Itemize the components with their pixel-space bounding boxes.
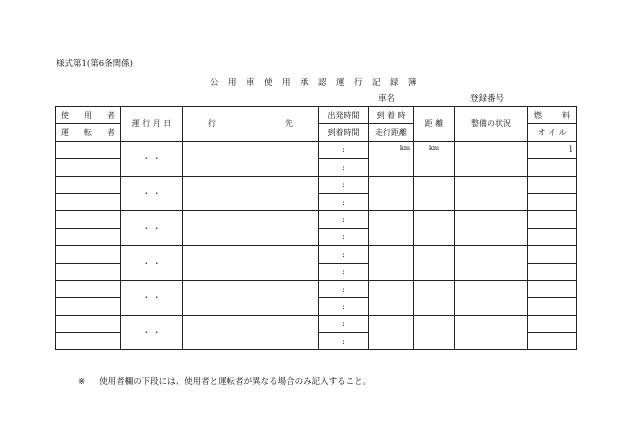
distance-travelled-header: 走行距離 — [369, 124, 414, 141]
destination-cell[interactable] — [183, 211, 319, 246]
driver-cell[interactable] — [56, 263, 121, 280]
arrival-time-cell[interactable]: : — [319, 159, 369, 176]
driver-cell[interactable] — [56, 333, 121, 350]
odometer-cell[interactable] — [369, 246, 414, 281]
km-unit-label: km — [428, 143, 440, 152]
departure-time-cell[interactable]: : — [319, 141, 369, 158]
odometer-cell[interactable] — [369, 141, 414, 176]
log-entry-row — [56, 141, 577, 158]
departure-time-cell[interactable]: : — [319, 176, 369, 193]
vehicle-log-table — [55, 106, 577, 350]
footnote-text: 使用者欄の下段には、使用者と運転者が異なる場合のみ記入すること。 — [99, 377, 372, 387]
oil-cell[interactable] — [528, 298, 577, 315]
form-code: 様式第1(第6条関係) — [56, 59, 133, 69]
departure-time-cell[interactable]: : — [319, 246, 369, 263]
log-entry-row — [56, 280, 577, 297]
user-cell[interactable] — [56, 315, 121, 332]
oil-cell[interactable] — [528, 159, 577, 176]
fuel-cell[interactable] — [528, 176, 577, 193]
arrival-meter-header: 到 着 時 — [369, 107, 414, 124]
date-cell[interactable]: ・ ・ — [121, 315, 183, 350]
driver-cell[interactable] — [56, 228, 121, 245]
destination-cell[interactable] — [183, 280, 319, 315]
destination-cell[interactable] — [183, 246, 319, 281]
footnote — [78, 375, 371, 387]
departure-time-cell[interactable]: : — [319, 280, 369, 297]
date-cell[interactable]: ・ ・ — [121, 280, 183, 315]
fuel-cell[interactable] — [528, 280, 577, 297]
arrival-time-header: 到着時間 — [319, 124, 369, 141]
driver-cell[interactable] — [56, 193, 121, 210]
maintenance-cell[interactable] — [455, 315, 528, 350]
registration-number-label: 登録番号 — [470, 94, 505, 104]
maintenance-cell[interactable] — [455, 141, 528, 176]
departure-time-cell[interactable]: : — [319, 211, 369, 228]
oil-cell[interactable] — [528, 228, 577, 245]
destination-cell[interactable] — [183, 141, 319, 176]
arrival-time-cell[interactable]: : — [319, 263, 369, 280]
odometer-cell[interactable] — [369, 280, 414, 315]
distance-header: 距 離 — [414, 107, 455, 142]
distance-cell[interactable] — [414, 211, 455, 246]
user-cell[interactable] — [56, 211, 121, 228]
distance-cell[interactable] — [414, 280, 455, 315]
departure-time-cell[interactable]: : — [319, 315, 369, 332]
arrival-time-cell[interactable]: : — [319, 193, 369, 210]
user-cell[interactable] — [56, 246, 121, 263]
date-cell[interactable]: ・ ・ — [121, 211, 183, 246]
distance-cell[interactable] — [414, 246, 455, 281]
maintenance-cell[interactable] — [455, 246, 528, 281]
arrival-time-cell[interactable]: : — [319, 333, 369, 350]
distance-cell[interactable] — [414, 176, 455, 211]
driver-header: 運 転 者 — [56, 124, 121, 141]
log-entry-row — [56, 315, 577, 332]
date-cell[interactable]: ・ ・ — [121, 176, 183, 211]
destination-cell[interactable] — [183, 176, 319, 211]
liter-unit-label: l — [569, 144, 572, 154]
maintenance-cell[interactable] — [455, 176, 528, 211]
fuel-cell[interactable] — [528, 141, 577, 158]
log-entry-row — [56, 211, 577, 228]
oil-cell[interactable] — [528, 333, 577, 350]
date-cell[interactable]: ・ ・ — [121, 141, 183, 176]
maintenance-cell[interactable] — [455, 211, 528, 246]
odometer-cell[interactable] — [369, 176, 414, 211]
arrival-time-cell[interactable]: : — [319, 228, 369, 245]
driver-cell[interactable] — [56, 159, 121, 176]
user-cell[interactable] — [56, 176, 121, 193]
header-row-1 — [56, 107, 577, 124]
footnote-mark: ※ — [78, 377, 86, 387]
vehicle-name-label: 車名 — [378, 94, 396, 104]
fuel-header: 燃 料 — [528, 107, 577, 124]
maintenance-cell[interactable] — [455, 280, 528, 315]
odometer-cell[interactable] — [369, 211, 414, 246]
user-header: 使 用 者 — [56, 107, 121, 124]
date-cell[interactable]: ・ ・ — [121, 246, 183, 281]
km-unit-label: km — [399, 143, 410, 152]
date-header: 運 行 月 日 — [121, 107, 183, 142]
maintenance-header: 整備の状況 — [455, 107, 528, 142]
destination-cell[interactable] — [183, 315, 319, 350]
log-entry-row — [56, 176, 577, 193]
fuel-cell[interactable] — [528, 315, 577, 332]
destination-header: 行 先 — [183, 107, 319, 142]
driver-cell[interactable] — [56, 298, 121, 315]
departure-time-header: 出発時間 — [319, 107, 369, 124]
distance-cell[interactable] — [414, 141, 455, 176]
fuel-cell[interactable] — [528, 246, 577, 263]
oil-cell[interactable] — [528, 193, 577, 210]
user-cell[interactable] — [56, 280, 121, 297]
arrival-time-cell[interactable]: : — [319, 298, 369, 315]
user-cell[interactable] — [56, 141, 121, 158]
fuel-cell[interactable] — [528, 211, 577, 228]
log-entry-row — [56, 246, 577, 263]
odometer-cell[interactable] — [369, 315, 414, 350]
document-title: 公 用 車 使 用 承 認 運 行 記 録 簿 — [210, 78, 420, 88]
oil-header: オ イ ル — [528, 124, 577, 141]
distance-cell[interactable] — [414, 315, 455, 350]
oil-cell[interactable] — [528, 263, 577, 280]
